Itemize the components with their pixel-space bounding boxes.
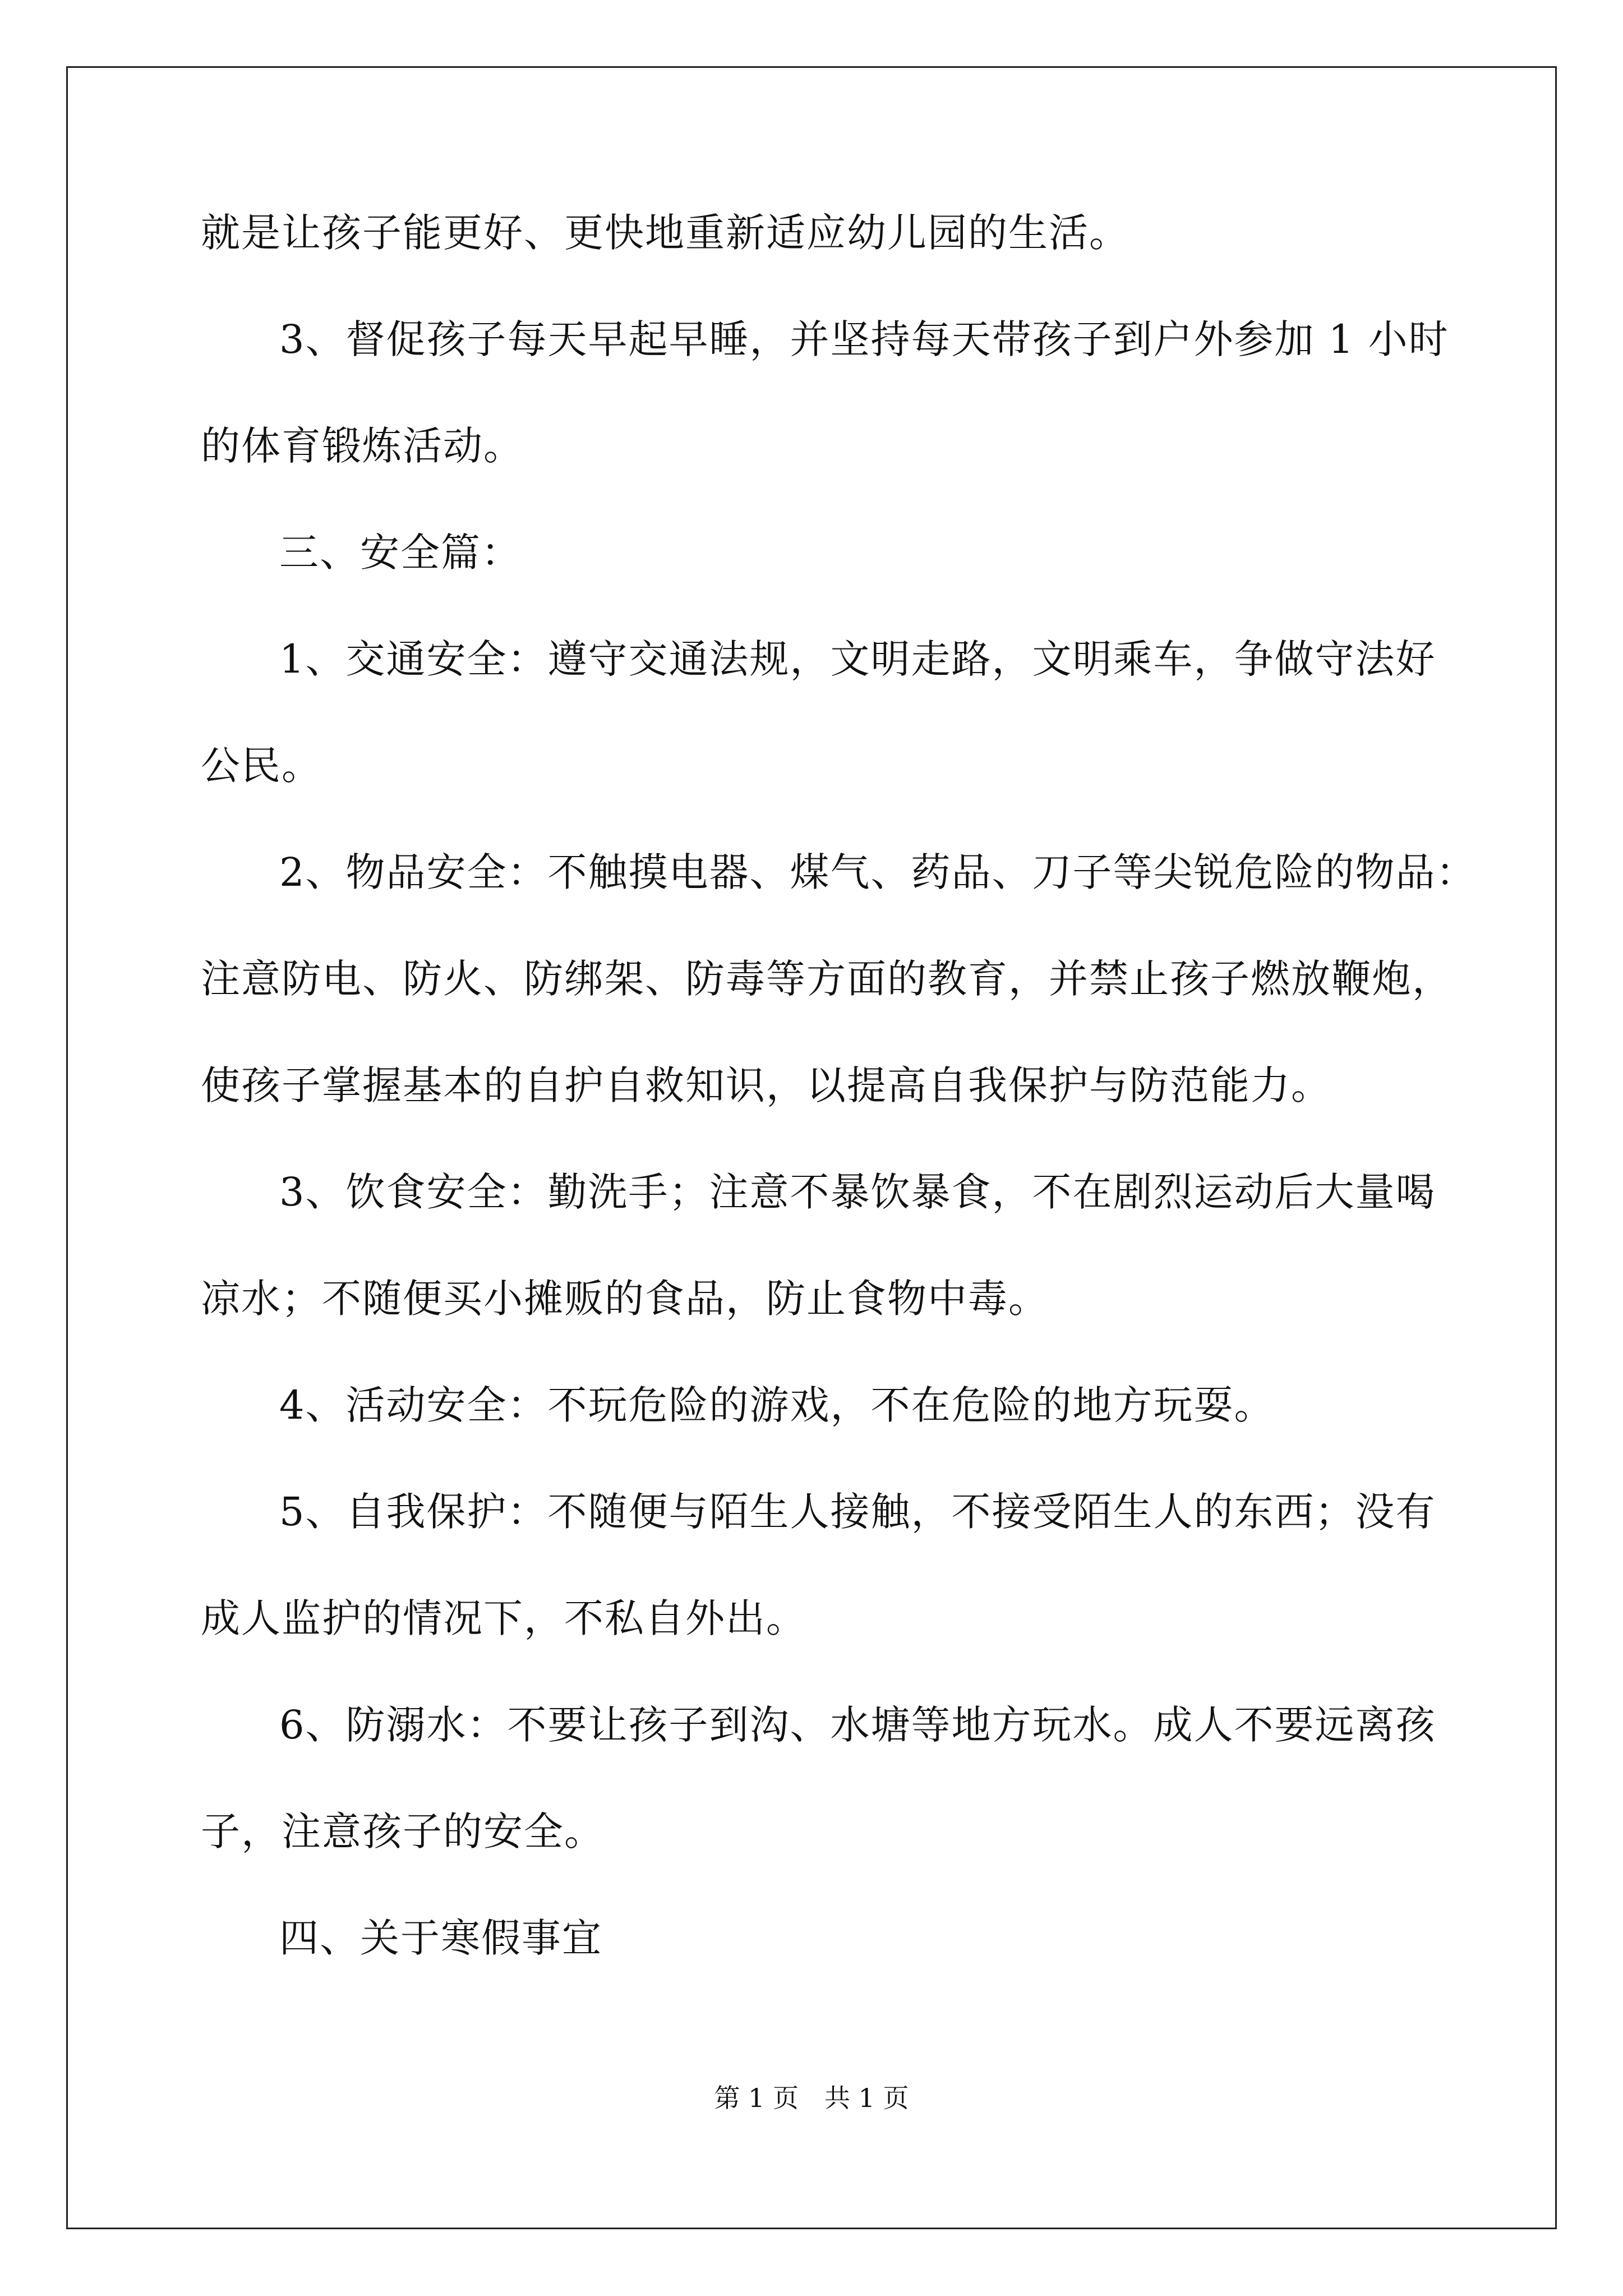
paragraph-line: 注意防电、防火、防绑架、防毒等方面的教育，并禁止孩子燃放鞭炮， xyxy=(201,956,1453,1002)
page-footer: 第 1 页 共 1 页 xyxy=(714,2083,909,2113)
paragraph-line: 3、饮食安全：勤洗手；注意不暴饮暴食，不在剧烈运动后大量喝 xyxy=(279,1169,1436,1215)
paragraph-line: 就是让孩子能更好、更快地重新适应幼儿园的生活。 xyxy=(201,210,1129,256)
paragraph-line: 成人监护的情况下，不私自外出。 xyxy=(201,1595,806,1641)
paragraph-line: 的体育锻炼活动。 xyxy=(201,423,524,469)
paragraph-line: 使孩子掌握基本的自护自救知识，以提高自我保护与防范能力。 xyxy=(201,1062,1331,1108)
paragraph-line: 凉水；不随便买小摊贩的食品，防止食物中毒。 xyxy=(201,1276,1049,1322)
paragraph-line: 3、督促孩子每天早起早睡，并坚持每天带孩子到户外参加 1 小时 xyxy=(279,316,1449,362)
paragraph-line: 6、防溺水：不要让孩子到沟、水塘等地方玩水。成人不要远离孩 xyxy=(279,1702,1436,1748)
paragraph-line: 1、交通安全：遵守交通法规，文明走路，文明乘车，争做守法好 xyxy=(279,636,1436,682)
paragraph-line: 子，注意孩子的安全。 xyxy=(201,1809,605,1855)
page-border xyxy=(66,66,1557,2229)
paragraph-line: 公民。 xyxy=(201,743,322,789)
section-heading: 四、关于寒假事宜 xyxy=(279,1915,602,1961)
paragraph-line: 5、自我保护：不随便与陌生人接触，不接受陌生人的东西；没有 xyxy=(279,1489,1436,1535)
paragraph-line: 4、活动安全：不玩危险的游戏，不在危险的地方玩耍。 xyxy=(279,1382,1275,1428)
section-heading: 三、安全篇： xyxy=(279,530,522,576)
paragraph-line: 2、物品安全：不触摸电器、煤气、药品、刀子等尖锐危险的物品： xyxy=(279,849,1477,895)
